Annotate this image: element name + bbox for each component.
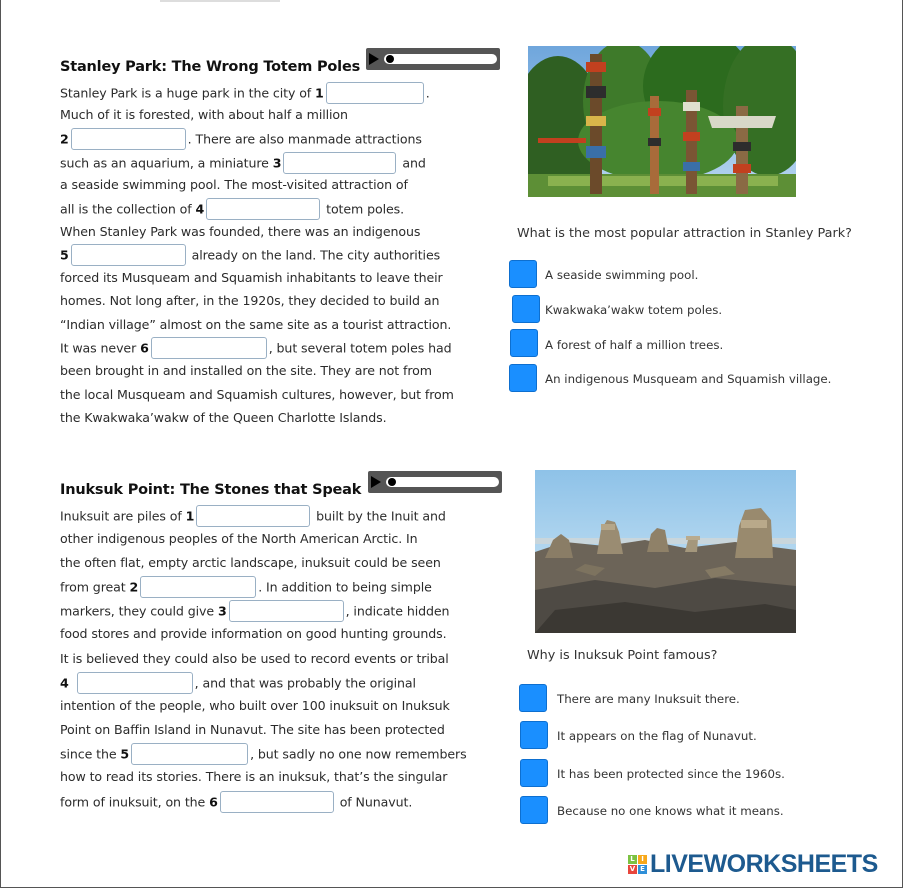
audio-progress-knob[interactable]: [386, 55, 394, 63]
text-line: form of inuksuit, on the 6 of Nunavut.: [60, 792, 412, 814]
text-line: from great 2 . In addition to being simple: [60, 577, 432, 599]
audio-progress-knob[interactable]: [388, 478, 396, 486]
text-line: food stores and provide information on good hunting grounds.: [60, 626, 447, 641]
answer-gap-2[interactable]: [71, 128, 186, 150]
answer-gap-5[interactable]: [131, 743, 248, 765]
answer-option-label: Because no one knows what it means.: [557, 804, 784, 818]
text-line: 5 already on the land. The city authorities: [60, 245, 440, 267]
answer-option-box[interactable]: [520, 796, 548, 824]
text-line: all is the collection of 4 totem poles.: [60, 199, 404, 221]
answer-gap-3[interactable]: [229, 600, 344, 622]
text-line: It is believed they could also be used to record events or tribal: [60, 651, 449, 666]
answer-option-label: It has been protected since the 1960s.: [557, 767, 785, 781]
text-line: 4 , and that was probably the original: [60, 673, 416, 695]
audio-progress-track[interactable]: [386, 477, 499, 487]
play-icon[interactable]: [369, 53, 379, 65]
text-line: Stanley Park is a huge park in the city of 1 .: [60, 83, 430, 105]
text-line: It was never 6 , but several totem poles had: [60, 338, 451, 360]
audio-player-2[interactable]: [368, 471, 502, 493]
answer-option-box[interactable]: [520, 721, 548, 749]
text-line: been brought in and installed on the site. They are not from: [60, 363, 432, 378]
audio-player-1[interactable]: [366, 48, 500, 70]
answer-option-box[interactable]: [519, 684, 547, 712]
answer-option-box[interactable]: [520, 759, 548, 787]
answer-gap-1[interactable]: [326, 82, 424, 104]
text-line: a seaside swimming pool. The most-visited attraction of: [60, 177, 408, 192]
answer-option-label: Kwakwaka’wakw totem poles.: [545, 303, 723, 317]
answer-gap-4[interactable]: [206, 198, 320, 220]
text-line: markers, they could give 3 , indicate hidden: [60, 601, 449, 623]
text-line: since the 5 , but sadly no one now remembers: [60, 744, 467, 766]
question-2: Why is Inuksuk Point famous?: [527, 648, 718, 663]
answer-option-label: It appears on the flag of Nunavut.: [557, 729, 757, 743]
text-line: Much of it is forested, with about half a million: [60, 107, 348, 122]
answer-gap-6[interactable]: [151, 337, 267, 359]
text-line: the often flat, empty arctic landscape, inuksuit could be seen: [60, 555, 441, 570]
liveworksheets-logo: [628, 850, 878, 878]
section-1-title: Stanley Park: The Wrong Totem Poles: [60, 59, 361, 75]
answer-gap-4[interactable]: [77, 672, 193, 694]
answer-gap-1[interactable]: [196, 505, 310, 527]
answer-option-label: There are many Inuksuit there.: [557, 692, 740, 706]
totem-poles-photo: [528, 46, 796, 197]
inuksuk-point-photo: [535, 470, 796, 633]
text-line: other indigenous peoples of the North American Arctic. In: [60, 531, 418, 546]
text-line: Point on Baffin Island in Nunavut. The site has been protected: [60, 722, 445, 737]
answer-option-box[interactable]: [509, 260, 537, 288]
answer-option-label: An indigenous Musqueam and Squamish village.: [545, 372, 832, 386]
text-line: the Kwakwaka’wakw of the Queen Charlotte Islands.: [60, 410, 387, 425]
text-line: intention of the people, who built over 100 inuksuit on Inuksuk: [60, 698, 450, 713]
text-line: the local Musqueam and Squamish cultures, however, but from: [60, 387, 454, 402]
answer-option-box[interactable]: [512, 295, 540, 323]
answer-option-box[interactable]: [510, 329, 538, 357]
text-line: “Indian village” almost on the same site as a tourist attraction.: [60, 317, 452, 332]
text-line: such as an aquarium, a miniature 3 and: [60, 153, 426, 175]
answer-gap-3[interactable]: [283, 152, 396, 174]
top-divider: [160, 0, 280, 2]
answer-option-label: A seaside swimming pool.: [545, 268, 699, 282]
text-line: homes. Not long after, in the 1920s, they decided to build an: [60, 293, 440, 308]
answer-gap-5[interactable]: [71, 244, 186, 266]
text-line: how to read its stories. There is an inuksuk, that’s the singular: [60, 769, 448, 784]
text-line: Inuksuit are piles of 1 built by the Inuit and: [60, 506, 446, 528]
answer-gap-2[interactable]: [140, 576, 256, 598]
section-2-title: Inuksuk Point: The Stones that Speak: [60, 482, 362, 498]
question-1: What is the most popular attraction in Stanley Park?: [517, 226, 852, 241]
answer-gap-6[interactable]: [220, 791, 334, 813]
answer-option-label: A forest of half a million trees.: [545, 338, 724, 352]
answer-option-box[interactable]: [509, 364, 537, 392]
text-line: forced its Musqueam and Squamish inhabitants to leave their: [60, 270, 443, 285]
play-icon[interactable]: [371, 476, 381, 488]
liveworksheets-wordmark: LIVEWORKSHEETS: [650, 849, 878, 878]
liveworksheets-logo-icon: L I V E: [628, 855, 647, 874]
text-line: When Stanley Park was founded, there was an indigenous: [60, 224, 421, 239]
audio-progress-track[interactable]: [384, 54, 497, 64]
text-line: 2 . There are also manmade attractions: [60, 129, 422, 151]
